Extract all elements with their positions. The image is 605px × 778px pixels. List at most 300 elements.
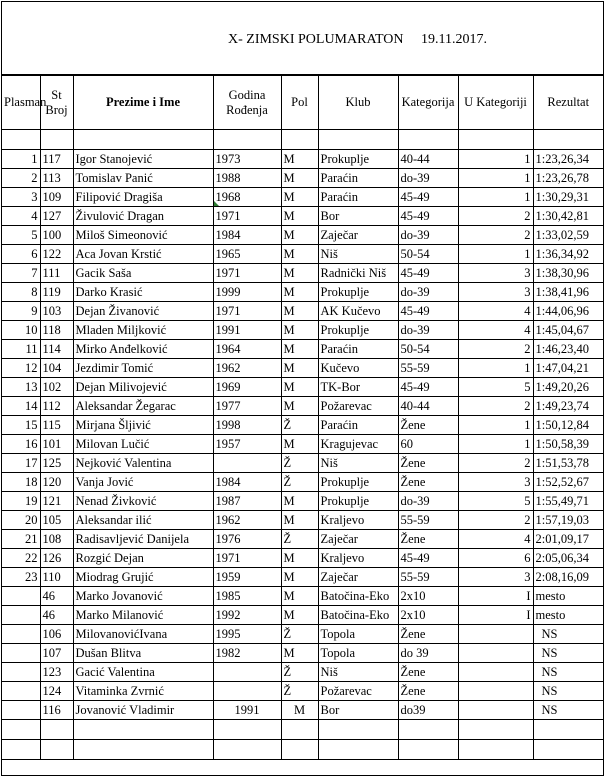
cell-rezultat: 1:23,26,34 [533, 150, 603, 169]
cell-plasman: 8 [2, 283, 40, 302]
cell-godina: 1984 [213, 473, 281, 492]
cell-pol: M [281, 150, 318, 169]
cell-klub: Prokuplje [318, 321, 398, 340]
cell-u-kategoriji: 2 [458, 511, 533, 530]
cell-klub: Batočina-Eko [318, 587, 398, 606]
cell-ime: Mirjana Šljivić [73, 416, 213, 435]
cell-ime: Jovanović Vladimir [73, 701, 213, 720]
header-st-broj: St Broj [40, 76, 73, 130]
cell-kategorija: do-39 [398, 283, 458, 302]
cell-godina: 1959 [213, 568, 281, 587]
cell-rezultat: 1:23,26,78 [533, 169, 603, 188]
cell-klub: Batočina-Eko [318, 606, 398, 625]
blank-cell [281, 740, 318, 760]
cell-pol: Ž [281, 663, 318, 682]
cell-st-broj: 119 [40, 283, 73, 302]
cell-kategorija: 55-59 [398, 511, 458, 530]
cell-u-kategoriji: 1 [458, 150, 533, 169]
cell-u-kategoriji [458, 644, 533, 663]
cell-u-kategoriji: 1 [458, 169, 533, 188]
table-row [2, 530, 603, 549]
cell-st-broj: 126 [40, 549, 73, 568]
cell-u-kategoriji: I [458, 587, 533, 606]
cell-u-kategoriji: 4 [458, 530, 533, 549]
cell-godina: 1995 [213, 625, 281, 644]
blank-cell [458, 720, 533, 740]
cell-u-kategoriji: 2 [458, 397, 533, 416]
cell-godina: 1976 [213, 530, 281, 549]
cell-kategorija: Žene [398, 625, 458, 644]
cell-plasman: 14 [2, 397, 40, 416]
cell-plasman: 15 [2, 416, 40, 435]
cell-ime: Gacik Saša [73, 264, 213, 283]
cell-ime: Miodrag Grujić [73, 568, 213, 587]
cell-godina: 1962 [213, 511, 281, 530]
cell-pol: M [281, 644, 318, 663]
cell-rezultat: 2:01,09,17 [533, 530, 603, 549]
blank-cell [318, 130, 398, 150]
cell-godina [213, 454, 281, 473]
cell-pol: M [281, 435, 318, 454]
cell-klub: Prokuplje [318, 283, 398, 302]
cell-ime: Filipović Dragiša [73, 188, 213, 207]
page-title: X- ZIMSKI POLUMARATON 19.11.2017. [228, 32, 488, 47]
table-row [2, 359, 603, 378]
header-u-kategoriji: U Kategoriji [458, 76, 533, 130]
cell-pol: M [281, 397, 318, 416]
cell-rezultat: 1:38,30,96 [533, 264, 603, 283]
cell-klub: Zaječar [318, 568, 398, 587]
header-plasman: Plasman [2, 76, 40, 130]
cell-klub: Paraćin [318, 340, 398, 359]
cell-godina: 1988 [213, 169, 281, 188]
cell-pol: M [281, 264, 318, 283]
cell-klub: Niš [318, 454, 398, 473]
cell-kategorija: Žene [398, 682, 458, 701]
blank-cell [398, 720, 458, 740]
cell-plasman: 17 [2, 454, 40, 473]
cell-pol: M [281, 340, 318, 359]
cell-kategorija: do-39 [398, 492, 458, 511]
blank-cell [281, 130, 318, 150]
cell-st-broj: 112 [40, 397, 73, 416]
cell-ime: Rozgić Dejan [73, 549, 213, 568]
cell-rezultat: 2:08,16,09 [533, 568, 603, 587]
cell-godina: 1987 [213, 492, 281, 511]
cell-pol: Ž [281, 625, 318, 644]
cell-ime: Marko Jovanović [73, 587, 213, 606]
cell-kategorija: Žene [398, 416, 458, 435]
cell-kategorija: 50-54 [398, 340, 458, 359]
cell-kategorija: do39 [398, 701, 458, 720]
cell-ime: Gacić Valentina [73, 663, 213, 682]
cell-st-broj: 106 [40, 625, 73, 644]
cell-u-kategoriji: 2 [458, 340, 533, 359]
cell-st-broj: 117 [40, 150, 73, 169]
cell-rezultat: 1:38,41,96 [533, 283, 603, 302]
results-sheet [1, 1, 604, 776]
cell-rezultat: mesto [533, 587, 603, 606]
cell-ime: MilovanovićIvana [73, 625, 213, 644]
table-row [2, 454, 603, 473]
cell-ime: Radisavljević Danijela [73, 530, 213, 549]
cell-plasman: 2 [2, 169, 40, 188]
table-row [2, 587, 603, 606]
table-row [2, 606, 603, 625]
cell-plasman: 6 [2, 245, 40, 264]
table-row [2, 378, 603, 397]
cell-u-kategoriji: 2 [458, 226, 533, 245]
cell-u-kategoriji: 3 [458, 283, 533, 302]
cell-plasman: 22 [2, 549, 40, 568]
cell-godina [213, 663, 281, 682]
cell-u-kategoriji: I [458, 606, 533, 625]
cell-ime: Aleksandar Žegarac [73, 397, 213, 416]
cell-u-kategoriji [458, 682, 533, 701]
cell-rezultat: 2:05,06,34 [533, 549, 603, 568]
cell-klub: Bor [318, 207, 398, 226]
cell-pol: M [281, 226, 318, 245]
cell-klub: AK Kučevo [318, 302, 398, 321]
cell-st-broj: 104 [40, 359, 73, 378]
cell-st-broj: 114 [40, 340, 73, 359]
cell-kategorija: 45-49 [398, 378, 458, 397]
cell-ime: Miloš Simeonović [73, 226, 213, 245]
cell-ime: Vitaminka Zvrnić [73, 682, 213, 701]
blank-cell [533, 740, 603, 760]
cell-godina: 1971 [213, 302, 281, 321]
cell-ime: Milovan Lučić [73, 435, 213, 454]
table-row [2, 302, 603, 321]
blank-cell [40, 130, 73, 150]
blank-cell [398, 740, 458, 760]
cell-pol: M [281, 245, 318, 264]
blank-cell [533, 130, 603, 150]
cell-godina: 1964 [213, 340, 281, 359]
cell-kategorija: Žene [398, 454, 458, 473]
blank-cell [73, 130, 213, 150]
cell-godina [213, 682, 281, 701]
cell-klub: Kučevo [318, 359, 398, 378]
cell-st-broj: 103 [40, 302, 73, 321]
cell-pol: M [281, 321, 318, 340]
cell-klub: Paraćin [318, 188, 398, 207]
cell-kategorija: do-39 [398, 321, 458, 340]
cell-st-broj: 127 [40, 207, 73, 226]
cell-kategorija: 45-49 [398, 549, 458, 568]
cell-rezultat: 1:33,02,59 [533, 226, 603, 245]
cell-rezultat: NS [533, 682, 603, 701]
cell-pol: M [281, 359, 318, 378]
header-klub: Klub [318, 76, 398, 130]
cell-klub: Požarevac [318, 397, 398, 416]
header-pol: Pol [281, 76, 318, 130]
cell-plasman [2, 625, 40, 644]
blank-cell [213, 740, 281, 760]
cell-godina: 1968 [213, 188, 281, 207]
table-row [2, 473, 603, 492]
header-prezime-ime: Prezime i Ime [73, 76, 213, 130]
cell-st-broj: 109 [40, 188, 73, 207]
cell-plasman [2, 663, 40, 682]
cell-kategorija: do-39 [398, 226, 458, 245]
cell-pol: Ž [281, 416, 318, 435]
cell-u-kategoriji [458, 701, 533, 720]
blank-cell [281, 720, 318, 740]
cell-rezultat: 1:47,04,21 [533, 359, 603, 378]
cell-st-broj: 111 [40, 264, 73, 283]
cell-kategorija: Žene [398, 663, 458, 682]
cell-st-broj: 102 [40, 378, 73, 397]
cell-st-broj: 100 [40, 226, 73, 245]
cell-klub: Radnički Niš [318, 264, 398, 283]
cell-u-kategoriji: 5 [458, 378, 533, 397]
cell-pol: M [281, 492, 318, 511]
cell-godina: 1965 [213, 245, 281, 264]
blank-cell [458, 740, 533, 760]
cell-u-kategoriji: 1 [458, 416, 533, 435]
cell-ime: Dejan Milivojević [73, 378, 213, 397]
cell-st-broj: 123 [40, 663, 73, 682]
cell-plasman: 11 [2, 340, 40, 359]
cell-u-kategoriji: 2 [458, 454, 533, 473]
cell-pol: M [281, 302, 318, 321]
cell-st-broj: 105 [40, 511, 73, 530]
cell-u-kategoriji: 1 [458, 245, 533, 264]
cell-rezultat: 1:57,19,03 [533, 511, 603, 530]
cell-u-kategoriji: 4 [458, 321, 533, 340]
cell-godina: 1957 [213, 435, 281, 454]
cell-st-broj: 46 [40, 606, 73, 625]
header-kategorija: Kategorija [398, 76, 458, 130]
table-row [2, 568, 603, 587]
cell-godina: 1977 [213, 397, 281, 416]
cell-kategorija: 55-59 [398, 568, 458, 587]
cell-rezultat: 1:30,29,31 [533, 188, 603, 207]
cell-u-kategoriji [458, 625, 533, 644]
table-row [2, 435, 603, 454]
cell-plasman: 16 [2, 435, 40, 454]
blank-cell [2, 130, 40, 150]
cell-plasman: 3 [2, 188, 40, 207]
table-row [2, 492, 603, 511]
table-row [2, 207, 603, 226]
table-row [2, 416, 603, 435]
blank-row [2, 130, 603, 150]
cell-plasman: 10 [2, 321, 40, 340]
cell-kategorija: Žene [398, 530, 458, 549]
table-row [2, 150, 603, 169]
cell-rezultat: NS [533, 663, 603, 682]
cell-kategorija: 50-54 [398, 245, 458, 264]
cell-pol: M [281, 511, 318, 530]
cell-st-broj: 121 [40, 492, 73, 511]
cell-plasman: 12 [2, 359, 40, 378]
cell-klub: Topola [318, 644, 398, 663]
cell-godina: 1969 [213, 378, 281, 397]
cell-plasman: 19 [2, 492, 40, 511]
cell-kategorija: 45-49 [398, 302, 458, 321]
cell-u-kategoriji: 1 [458, 435, 533, 454]
title-area [2, 2, 603, 75]
cell-pol: M [281, 207, 318, 226]
cell-plasman: 18 [2, 473, 40, 492]
cell-rezultat: NS [533, 701, 603, 720]
cell-pol: M [281, 378, 318, 397]
table-row [2, 549, 603, 568]
cell-st-broj: 107 [40, 644, 73, 663]
table-row [2, 245, 603, 264]
cell-klub: Prokuplje [318, 150, 398, 169]
cell-u-kategoriji: 5 [458, 492, 533, 511]
cell-klub: Niš [318, 663, 398, 682]
blank-row [2, 740, 603, 760]
cell-plasman [2, 587, 40, 606]
blank-cell [40, 720, 73, 740]
cell-u-kategoriji: 3 [458, 568, 533, 587]
table-row [2, 321, 603, 340]
cell-ime: Mirko Anđelković [73, 340, 213, 359]
cell-klub: Prokuplje [318, 492, 398, 511]
blank-cell [40, 740, 73, 760]
cell-plasman: 21 [2, 530, 40, 549]
cell-rezultat: 1:45,04,67 [533, 321, 603, 340]
cell-ime: Aca Jovan Krstić [73, 245, 213, 264]
cell-u-kategoriji: 3 [458, 473, 533, 492]
cell-ime: Marko Milanović [73, 606, 213, 625]
cell-pol: M [281, 283, 318, 302]
blank-cell [73, 740, 213, 760]
cell-godina: 1982 [213, 644, 281, 663]
cell-ime: Vanja Jović [73, 473, 213, 492]
cell-ime: Igor Stanojević [73, 150, 213, 169]
cell-klub: Paraćin [318, 169, 398, 188]
cell-pol: M [281, 587, 318, 606]
cell-plasman [2, 682, 40, 701]
cell-kategorija: 60 [398, 435, 458, 454]
cell-ime: Jezdimir Tomić [73, 359, 213, 378]
cell-u-kategoriji: 1 [458, 188, 533, 207]
cell-klub: Prokuplje [318, 473, 398, 492]
cell-st-broj: 120 [40, 473, 73, 492]
cell-kategorija: 2x10 [398, 587, 458, 606]
blank-cell [458, 130, 533, 150]
cell-godina: 1991 [213, 321, 281, 340]
cell-pol: M [281, 701, 318, 720]
cell-plasman: 9 [2, 302, 40, 321]
table-row [2, 264, 603, 283]
cell-kategorija: 40-44 [398, 150, 458, 169]
cell-pol: Ž [281, 454, 318, 473]
cell-kategorija: do 39 [398, 644, 458, 663]
cell-pol: M [281, 549, 318, 568]
cell-ime: Mladen Miljković [73, 321, 213, 340]
cell-klub: Kragujevac [318, 435, 398, 454]
cell-pol: M [281, 188, 318, 207]
cell-rezultat: 1:46,23,40 [533, 340, 603, 359]
cell-pol: M [281, 169, 318, 188]
cell-pol: Ž [281, 682, 318, 701]
cell-ime: Dušan Blitva [73, 644, 213, 663]
cell-rezultat: mesto [533, 606, 603, 625]
cell-st-broj: 125 [40, 454, 73, 473]
cell-st-broj: 113 [40, 169, 73, 188]
header-row [2, 76, 603, 130]
cell-godina: 1962 [213, 359, 281, 378]
cell-plasman: 7 [2, 264, 40, 283]
cell-plasman: 13 [2, 378, 40, 397]
cell-pol: Ž [281, 530, 318, 549]
cell-st-broj: 110 [40, 568, 73, 587]
table-row [2, 682, 603, 701]
cell-kategorija: 45-49 [398, 188, 458, 207]
cell-ime: Darko Krasić [73, 283, 213, 302]
cell-kategorija: 2x10 [398, 606, 458, 625]
blank-cell [533, 720, 603, 740]
cell-rezultat: 1:49,20,26 [533, 378, 603, 397]
cell-st-broj: 101 [40, 435, 73, 454]
cell-u-kategoriji: 2 [458, 207, 533, 226]
cell-st-broj: 115 [40, 416, 73, 435]
blank-cell [213, 720, 281, 740]
cell-u-kategoriji: 1 [458, 359, 533, 378]
cell-kategorija: 55-59 [398, 359, 458, 378]
table-row [2, 340, 603, 359]
cell-godina: 1991 [213, 701, 281, 720]
cell-kategorija: 45-49 [398, 207, 458, 226]
cell-klub: Topola [318, 625, 398, 644]
cell-godina: 1971 [213, 549, 281, 568]
cell-plasman [2, 606, 40, 625]
cell-klub: TK-Bor [318, 378, 398, 397]
cell-ime: Dejan Živanović [73, 302, 213, 321]
blank-cell [318, 720, 398, 740]
cell-st-broj: 108 [40, 530, 73, 549]
cell-rezultat: 1:52,52,67 [533, 473, 603, 492]
results-table [2, 75, 603, 760]
cell-u-kategoriji: 6 [458, 549, 533, 568]
cell-godina: 1998 [213, 416, 281, 435]
table-row [2, 644, 603, 663]
cell-klub: Bor [318, 701, 398, 720]
cell-pol: M [281, 568, 318, 587]
cell-pol: M [281, 606, 318, 625]
cell-rezultat: 1:51,53,78 [533, 454, 603, 473]
table-row [2, 625, 603, 644]
table-row [2, 283, 603, 302]
cell-godina: 1971 [213, 207, 281, 226]
cell-klub: Niš [318, 245, 398, 264]
cell-godina: 1984 [213, 226, 281, 245]
cell-u-kategoriji: 4 [458, 302, 533, 321]
cell-rezultat: 1:44,06,96 [533, 302, 603, 321]
cell-st-broj: 124 [40, 682, 73, 701]
cell-u-kategoriji [458, 663, 533, 682]
cell-st-broj: 116 [40, 701, 73, 720]
cell-plasman: 20 [2, 511, 40, 530]
table-row [2, 511, 603, 530]
table-row [2, 663, 603, 682]
blank-cell [213, 130, 281, 150]
blank-cell [73, 720, 213, 740]
blank-cell [2, 720, 40, 740]
blank-cell [2, 740, 40, 760]
cell-rezultat: 1:36,34,92 [533, 245, 603, 264]
cell-rezultat: 1:30,42,81 [533, 207, 603, 226]
cell-kategorija: 45-49 [398, 264, 458, 283]
cell-plasman: 5 [2, 226, 40, 245]
cell-klub: Požarevac [318, 682, 398, 701]
